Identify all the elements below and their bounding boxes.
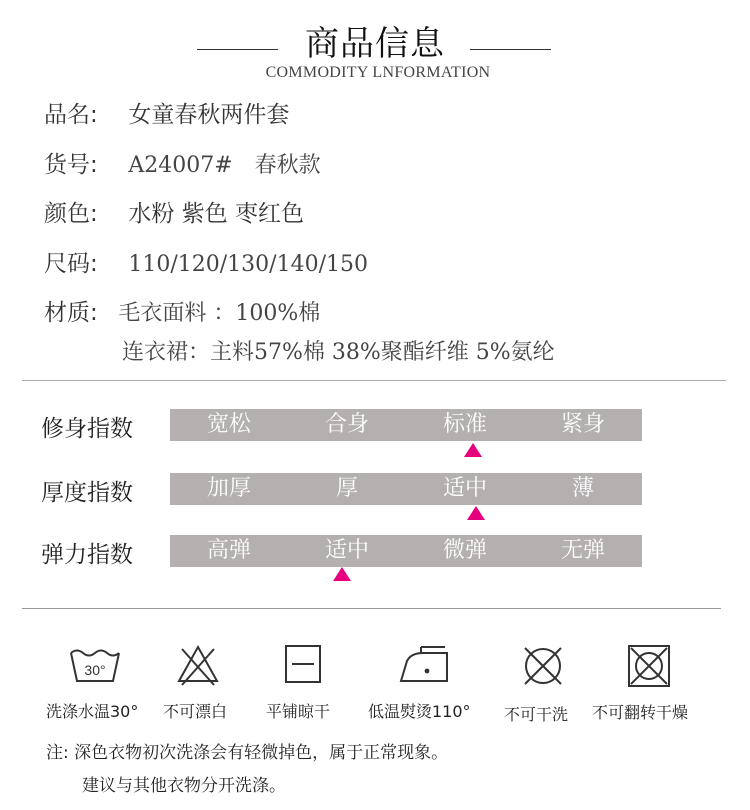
page-title: 商品信息	[305, 24, 445, 64]
sku-value: A24007# 春秋款	[128, 153, 321, 178]
size-label: 尺码:	[44, 251, 98, 277]
section-divider-2	[22, 608, 721, 609]
index-option: 微弹	[442, 538, 487, 563]
index-marker-fit	[464, 443, 482, 457]
care-label-tumble: 不可翻转干燥	[592, 703, 689, 722]
title-divider-left	[197, 49, 278, 50]
index-option: 无弹	[560, 538, 605, 563]
index-bar-thickness	[170, 473, 642, 505]
care-note: 注: 深色衣物初次洗涤会有轻微掉色，属于正常现象。	[46, 743, 449, 763]
info-row-sku	[44, 146, 321, 179]
index-option: 加厚	[206, 476, 251, 501]
index-option: 厚	[335, 476, 358, 501]
care-label-dry: 平铺晾干	[266, 702, 331, 721]
section-divider	[22, 380, 726, 381]
index-option: 紧身	[560, 412, 605, 437]
no-dry-clean-icon	[520, 643, 566, 689]
index-option: 适中	[324, 538, 369, 563]
index-option: 适中	[442, 476, 487, 501]
index-option: 高弹	[206, 538, 251, 563]
name-value: 女童春秋两件套	[128, 102, 290, 128]
index-label-stretch: 弹力指数	[41, 542, 133, 568]
info-row-color	[44, 195, 304, 228]
svg-text:30°: 30°	[84, 662, 106, 678]
info-row-name	[44, 96, 289, 129]
care-label-iron: 低温熨烫110°	[368, 702, 471, 721]
index-option: 标准	[442, 412, 487, 437]
index-marker-stretch	[333, 567, 351, 581]
color-value: 水粉 紫色 枣红色	[128, 201, 304, 227]
sku-label: 货号:	[44, 152, 98, 178]
no-bleach-icon	[176, 643, 220, 687]
index-bar-stretch	[170, 535, 642, 567]
care-note-2: 建议与其他衣物分开洗涤。	[82, 776, 286, 796]
material-label: 材质:	[44, 300, 98, 326]
title-divider-right	[470, 49, 551, 50]
page-subtitle: COMMODITY LNFORMATION	[265, 64, 491, 81]
index-label-thickness: 厚度指数	[41, 480, 133, 506]
info-row-material	[44, 294, 320, 327]
material-value-2: 连衣裙：主料57%棉 38%聚酯纤维 5%氨纶	[122, 340, 555, 365]
index-option: 合身	[324, 412, 369, 437]
no-tumble-dry-icon	[626, 643, 672, 689]
care-label-bleach: 不可漂白	[163, 702, 228, 721]
care-label-dry-clean: 不可干洗	[504, 705, 569, 724]
index-option: 宽松	[206, 412, 251, 437]
name-label: 品名:	[44, 102, 98, 128]
material-value: 毛衣面料 ：100%棉	[118, 301, 321, 326]
index-bar-fit	[170, 409, 642, 441]
dry-flat-icon	[283, 643, 323, 685]
wash-30-icon	[68, 643, 122, 689]
index-label-fit: 修身指数	[41, 416, 133, 442]
title-block	[0, 14, 750, 64]
index-marker-thickness	[467, 506, 485, 520]
info-row-size	[44, 245, 368, 278]
iron-low-icon	[397, 643, 453, 687]
care-label-wash: 洗涤水温30°	[46, 702, 139, 721]
size-value: 110/120/130/140/150	[128, 252, 368, 277]
color-label: 颜色:	[44, 201, 98, 227]
index-option: 薄	[571, 476, 594, 501]
